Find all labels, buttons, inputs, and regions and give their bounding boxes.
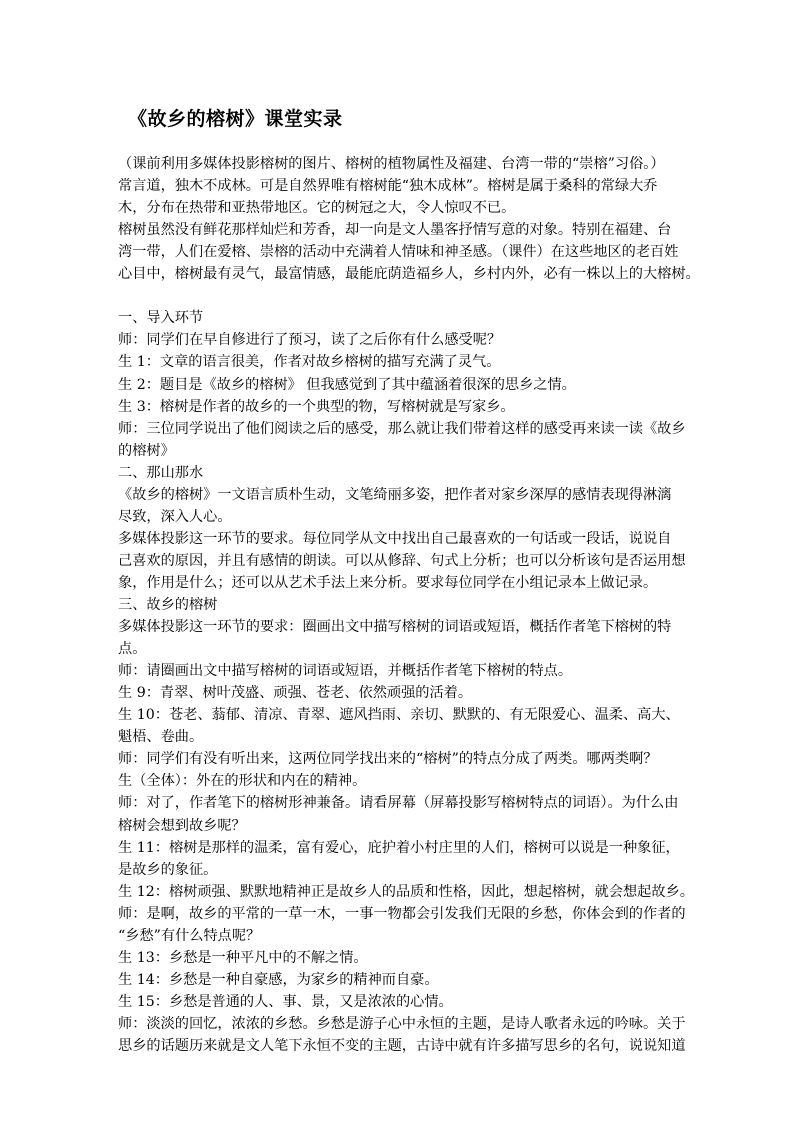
- text-line: 点。: [118, 641, 147, 658]
- text-line: 生 13：乡愁是一种平凡中的不解之情。: [118, 949, 368, 966]
- text-line: （课前利用多媒体投影榕树的图片、榕树的植物属性及福建、台湾一带的“崇榕”习俗。）: [118, 156, 665, 172]
- text-line: 多媒体投影这一环节的要求。每位同学从文中找出自己最喜欢的一句话或一段话，说说自: [118, 530, 672, 547]
- text-line: 魁梧、卷曲。: [118, 729, 204, 746]
- text-line: 生 3：榕树是作者的故乡的一个典型的物，写榕树就是写家乡。: [118, 398, 515, 415]
- text-line: 木，分布在热带和亚热带地区。它的树冠之大，令人惊叹不已。: [118, 200, 516, 217]
- text-line: 师：同学们有没有听出来，这两位同学找出来的“榕树”的特点分成了两类。哪两类啊？: [118, 751, 658, 768]
- text-line: 思乡的话题历来就是文人笔下永恒不变的主题，古诗中就有许多描写思乡的名句，说说知道: [118, 1038, 686, 1054]
- text-line: 象，作用是什么；还可以从艺术手法上来分析。要求每位同学在小组记录本上做记录。: [118, 574, 658, 591]
- text-line: 榕树虽然没有鲜花那样灿烂和芳香，却一向是文人墨客抒情写意的对象。特别在福建、台: [118, 222, 672, 239]
- text-line: 生（全体）：外在的形状和内在的精神。: [118, 773, 367, 790]
- text-line: 生 11：榕树是那样的温柔，富有爱心，庇护着小村庄里的人们，榕树可以说是一种象征，: [118, 839, 680, 856]
- text-line: 生 14：乡愁是一种自豪感，为家乡的精神而自豪。: [118, 971, 439, 988]
- text-line: 《故乡的榕树》一文语言质朴生动，文笔绮丽多姿，把作者对家乡深厚的感情表现得淋漓: [118, 486, 672, 503]
- text-line: 己喜欢的原因，并且有感情的朗读。可以从修辞、句式上分析；也可以分析该句是否运用想: [118, 552, 686, 569]
- text-line: 三、故乡的榕树: [118, 597, 218, 613]
- text-line: 心目中，榕树最有灵气，最富情感，最能庇荫造福乡人，乡村内外，必有一株以上的大榕树。: [118, 266, 700, 283]
- text-line: 生 15：乡愁是普通的人、事、景，又是浓浓的心情。: [118, 993, 453, 1010]
- text-line: 的榕树》: [118, 442, 175, 459]
- text-line: 是故乡的象征。: [118, 861, 218, 878]
- text-line: 湾一带，人们在爱榕、崇榕的活动中充满着人情味和神圣感。（课件）在这些地区的老百姓: [118, 244, 679, 261]
- text-line: 师：对了，作者笔下的榕树形神兼备。请看屏幕（屏幕投影写榕树特点的词语）。为什么由: [118, 795, 679, 812]
- text-line: 师：是啊，故乡的平常的一草一木，一事一物都会引发我们无限的乡愁，你体会到的作者的: [118, 905, 686, 922]
- text-line: 师：同学们在早自修进行了预习，读了之后你有什么感受呢？: [118, 332, 502, 349]
- text-line: 师：淡淡的回忆，浓浓的乡愁。乡愁是游子心中永恒的主题，是诗人歌者永远的吟咏。关于: [118, 1015, 686, 1032]
- text-line: 榕树会想到故乡呢？: [118, 817, 246, 834]
- text-line: “乡愁”有什么特点呢？: [118, 927, 261, 944]
- text-line: 生 9：青翠、树叶茂盛、顽强、苍老、依然顽强的活着。: [118, 685, 473, 702]
- text-line: 生 2：题目是《故乡的榕树》 但我感觉到了其中蕴涵着很深的思乡之情。: [118, 376, 576, 393]
- text-line: 二、那山那水: [118, 464, 204, 481]
- text-line: 师：三位同学说出了他们阅读之后的感受，那么就让我们带着这样的感受再来读一读《故乡: [118, 420, 686, 437]
- page-title: 《故乡的榕树》课堂实录: [128, 108, 343, 130]
- text-line: 尽致，深入人心。: [118, 508, 232, 525]
- text-line: 生 1：文章的语言很美，作者对故乡榕树的描写充满了灵气。: [118, 354, 501, 371]
- text-line: 生 10：苍老、蓊郁、清凉、青翠、遮风挡雨、亲切、默默的、有无限爱心、温柔、高大、: [118, 707, 680, 724]
- text-line: 常言道，独木不成林。可是自然界唯有榕树能“独木成林”。榕树是属于桑科的常绿大乔: [118, 178, 658, 195]
- text-line: 多媒体投影这一环节的要求：圈画出文中描写榕树的词语或短语，概括作者笔下榕树的特: [118, 619, 672, 636]
- text-line: 生 12：榕树顽强、默默地精神正是故乡人的品质和性格，因此，想起榕树，就会想起故乡。: [118, 883, 694, 900]
- text-line: 师：请圈画出文中描写榕树的词语或短语，并概括作者笔下榕树的特点。: [118, 663, 573, 680]
- text-line: 一、导入环节: [118, 310, 204, 327]
